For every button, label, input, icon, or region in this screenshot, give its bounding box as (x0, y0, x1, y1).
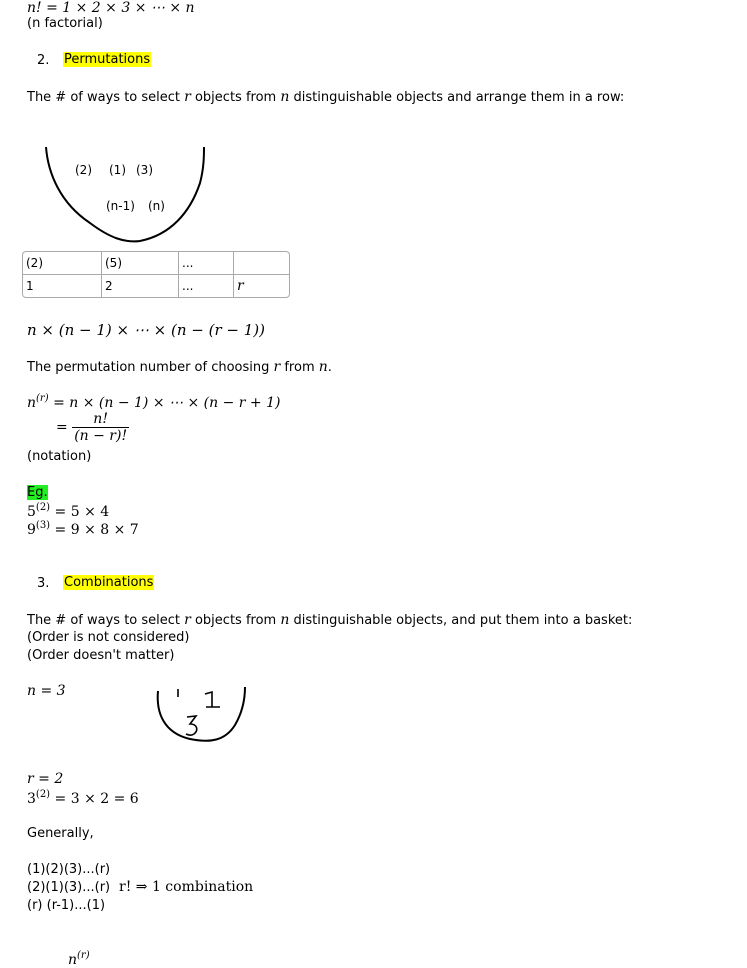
table-row (23, 275, 289, 297)
bowl-label: (3) (136, 163, 153, 177)
table-row (23, 252, 289, 275)
order-line: (1)(2)(3)...(r) (27, 862, 111, 877)
example-label: Eg. (27, 485, 48, 500)
combination-calc: $3^{(2)} = 3 \times 2 = 6$ (27, 789, 139, 807)
r-value: r = 2 (27, 771, 64, 787)
basket-drawing (150, 683, 252, 747)
n-value: n = 3 (27, 683, 66, 699)
combinations-note: (Order is not considered) (27, 630, 190, 645)
product-formula: n × (n − 1) × ⋯ × (n − (r − 1)) (27, 321, 265, 339)
table-cell: 1 (23, 275, 102, 297)
bottom-fragment: $n^{(r)}$ (68, 950, 90, 968)
factorial-formula: n! = 1 × 2 × 3 × ⋯ × n (27, 0, 195, 16)
combination-result: r! ⇒ 1 combination (119, 879, 254, 895)
table-cell: (2) (23, 252, 102, 275)
fraction-numerator: n! (72, 411, 129, 428)
bowl-label: (2) (75, 163, 92, 177)
arrangement-table (22, 251, 290, 298)
order-line: (r) (r-1)...(1) (27, 898, 106, 913)
bowl-label: (n-1) (106, 199, 135, 213)
table-cell: ... (179, 252, 234, 275)
combinations-number: 3. (37, 576, 50, 591)
notation-fraction: = $\frac{n!}{(n - r)!}$ (56, 411, 128, 444)
permutations-number: 2. (37, 53, 50, 68)
bowl-label: (1) (109, 163, 126, 177)
bowl-drawing (40, 143, 210, 245)
example-2: $9^{(3)} = 9 \times 8 \times 7$ (27, 520, 139, 538)
order-line: (2)(1)(3)...(r) (27, 880, 111, 895)
table-cell: 2 (102, 275, 179, 297)
combinations-heading: Combinations (64, 575, 154, 590)
notation-formula: $n^{(r)} = n \times (n - 1)$ × ⋯ × (n − r + 1) (27, 393, 281, 411)
table-cell (234, 252, 289, 275)
table-cell: (5) (102, 252, 179, 275)
permutation-number-text: The permutation number of choosing r from n. (27, 359, 332, 375)
table-cell: r (237, 278, 244, 294)
table-cell: ... (179, 275, 234, 297)
example-1: $5^{(2)} = 5 \times 4$ (27, 502, 110, 520)
permutations-description: The # of ways to select r objects from n distinguishable objects and arrange them in a row: (27, 89, 625, 105)
permutations-heading: Permutations (64, 52, 151, 67)
fraction-denominator: (n − r)! (74, 428, 128, 444)
factorial-note: (n factorial) (27, 16, 103, 31)
notation-note: (notation) (27, 449, 92, 464)
bowl-label: (n) (148, 199, 165, 213)
combinations-note: (Order doesn't matter) (27, 648, 175, 663)
generally-text: Generally, (27, 826, 94, 841)
combinations-description: The # of ways to select r objects from n distinguishable objects, and put them into a basket: (27, 612, 633, 628)
